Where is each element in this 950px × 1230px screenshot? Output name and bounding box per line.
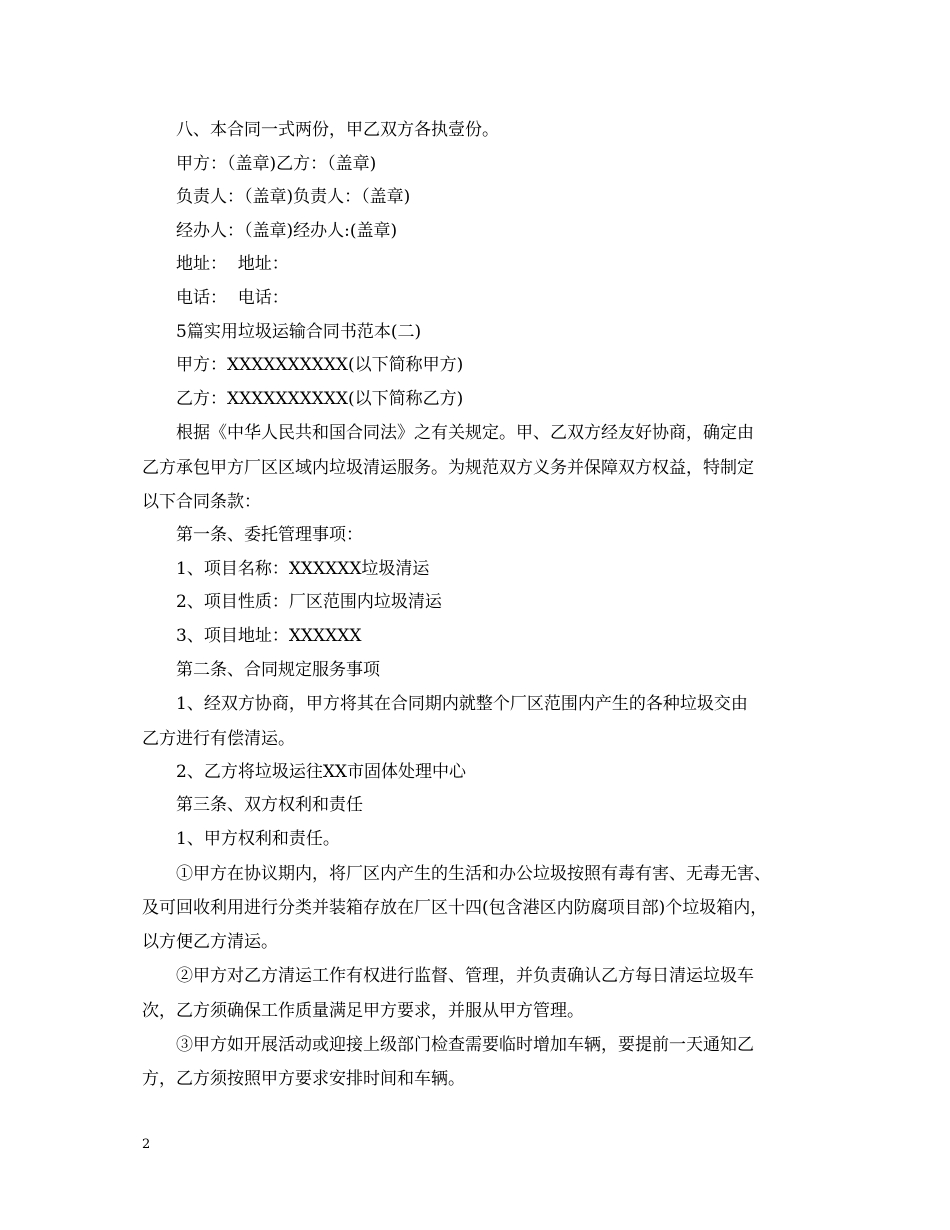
- paragraph-line: 乙方进行有偿清运。: [142, 728, 295, 749]
- legal-basis-paragraph: [142, 416, 812, 519]
- project-nature-line: 2、项目性质：厂区范围内垃圾清运: [176, 592, 442, 613]
- paragraph-line: ③甲方如开展活动或迎接上级部门检查需要临时增加车辆，要提前一天通知乙: [176, 1035, 754, 1056]
- paragraph-line: 1、经双方协商，甲方将其在合同期内就整个厂区范围内产生的各种垃圾交由: [176, 694, 748, 715]
- paragraph-line: 根据《中华人民共和国合同法》之有关规定。甲、乙双方经友好协商，确定由: [176, 423, 754, 444]
- paragraph-line: 方，乙方须按照甲方要求安排时间和车辆。: [142, 1069, 465, 1090]
- rights-paragraph-2: [142, 959, 812, 1028]
- rights-paragraph-3: [142, 1028, 812, 1097]
- paragraph-line: ②甲方对乙方清运工作有权进行监督、管理，并负责确认乙方每日清运垃圾车: [176, 966, 754, 987]
- rights-paragraph-1: [142, 857, 812, 960]
- paragraph-line: 次，乙方须确保工作质量满足甲方要求，并服从甲方管理。: [142, 1000, 584, 1021]
- paragraph-line: 乙方承包甲方厂区区域内垃圾清运服务。为规范双方义务并保障双方权益，特制定: [142, 457, 754, 478]
- clause-eight-copies: 八、本合同一式两份，甲乙双方各执壹份。: [176, 120, 499, 140]
- paragraph-line: 以下合同条款：: [142, 491, 261, 512]
- article-two-heading: 第二条、合同规定服务事项: [176, 659, 380, 680]
- service-paragraph-1: [142, 687, 812, 756]
- party-a-rights-heading: 1、甲方权利和责任。: [176, 828, 340, 849]
- project-name-line: 1、项目名称：XXXXXX垃圾清运: [176, 558, 430, 579]
- paragraph-line: 以方便乙方清运。: [142, 932, 278, 953]
- signature-responsible-line: 负责人：（盖章)负责人：（盖章): [176, 187, 411, 208]
- article-three-heading: 第三条、双方权利和责任: [176, 795, 363, 816]
- party-b-line: 乙方：XXXXXXXXXX(以下简称乙方): [176, 388, 464, 409]
- paragraph-line: ①甲方在协议期内，将厂区内产生的生活和办公垃圾按照有毒有害、无毒无害、: [176, 863, 771, 884]
- page-number: 2: [142, 1137, 151, 1152]
- document-body: [142, 114, 812, 1097]
- address-line: 地址： 地址：: [176, 254, 289, 275]
- signature-handler-line: 经办人：（盖章)经办人:(盖章): [176, 220, 398, 241]
- phone-line: 电话： 电话：: [176, 287, 289, 308]
- section-title: 5篇实用垃圾运输合同书范本(二): [176, 321, 422, 342]
- service-item-2: 2、乙方将垃圾运往XX市固体处理中心: [176, 761, 467, 782]
- article-one-heading: 第一条、委托管理事项：: [176, 525, 363, 546]
- party-a-line: 甲方：XXXXXXXXXX(以下简称甲方): [176, 355, 464, 376]
- signature-party-line: 甲方：（盖章)乙方：（盖章): [176, 153, 377, 174]
- project-address-line: 3、项目地址：XXXXXX: [176, 626, 362, 647]
- paragraph-line: 及可回收利用进行分类并装箱存放在厂区十四(包含港区内防腐项目部)个垃圾箱内，: [142, 897, 768, 918]
